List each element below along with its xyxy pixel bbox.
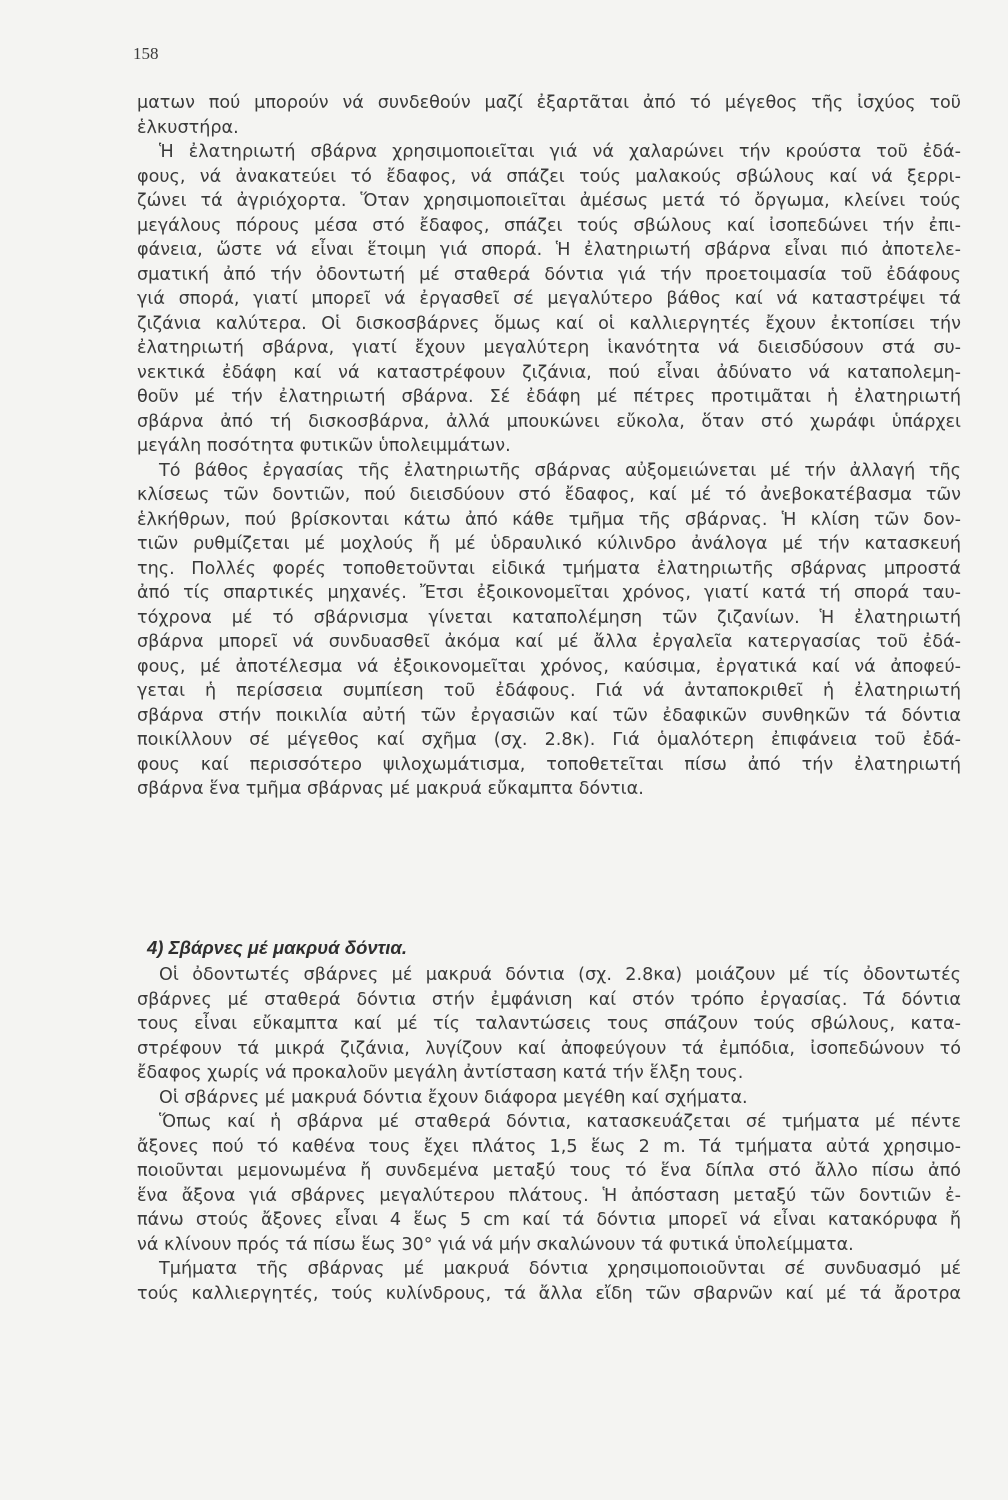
page-number: 158 (133, 44, 159, 63)
text-line: κλίσεως τῶν δοντιῶν, πού διεισδύουν στό ἔδαφος, καί μέ τό ἀνεβοκατέβασμα τῶν (137, 485, 961, 505)
text-line: γιά σπορά, γιατί μπορεῖ νά ἐργασθεῖ σέ μεγαλύτερο βάθος καί νά καταστρέψει τά (137, 289, 961, 309)
text-line: ζώνει τά ἀγριόχορτα. Ὅταν χρησιμοποιεῖται ἀμέσως μετά τό ὄργωμα, κλείνει τούς (137, 191, 961, 211)
text-line: ζιζάνια καλύτερα. Οἱ δισκοσβάρνες ὅμως καί οἱ καλλιεργητές ἔχουν ἐκτοπίσει τήν (137, 313, 961, 334)
text-line: στρέφουν τά μικρά ζιζάνια, λυγίζουν καί ἀποφεύγουν τά ἐμπόδια, ἰσοπεδώνουν τό (137, 1038, 961, 1059)
text-line: φάνεια, ὥστε νά εἶναι ἕτοιμη γιά σπορά. Ἡ ἐλατηριωτή σβάρνα εἶναι πιό ἀποτελε- (137, 240, 961, 260)
text-line: ἄξονες πού τό καθένα τους ἔχει πλάτος 1,5 ἕως 2 m. Τά τμήματα αὐτά χρησιμο- (137, 1136, 961, 1157)
text-line: τόχρονα μέ τό σβάρνισμα γίνεται καταπολέμηση τῶν ζιζανίων. Ἡ ἐλατηριωτή (137, 607, 961, 628)
text-line: μεγάλη ποσότητα φυτικῶν ὑπολειμμάτων. (137, 436, 511, 456)
text-line: Οἱ ὀδοντωτές σβάρνες μέ μακρυά δόντια (σχ. 2.8κα) μοιάζουν μέ τίς ὀδοντωτές (159, 965, 961, 985)
text-line: φους, μέ ἀποτέλεσμα νά ἐξοικονομεῖται χρόνος, καύσιμα, ἐργατικά καί νά ἀποφεύ- (137, 656, 961, 677)
text-line: φους, νά ἀνακατεύει τό ἔδαφος, νά σπάζει τούς μαλακούς σβώλους καί νά ξερρι- (137, 166, 961, 187)
text-line: τιῶν ρυθμίζεται μέ μοχλούς ἤ μέ ὑδραυλικό κύλινδρο ἀνάλογα μέ τήν κατασκευή (137, 534, 961, 554)
text-line: τους εἶναι εὔκαμπτα καί μέ τίς ταλαντώσεις τους σπάζουν τούς σβώλους, κατα- (137, 1014, 961, 1034)
text-line: σματική ἀπό τήν ὀδοντωτή μέ σταθερά δόντια γιά τήν προετοιμασία τοῦ ἐδάφους (137, 264, 961, 285)
text-line: σβάρνα στήν ποικιλία αὐτή τῶν ἐργασιῶν καί τῶν ἐδαφικῶν συνθηκῶν τά δόντια (137, 705, 961, 726)
text-line: φους καί περισσότερο ψιλοχωμάτισμα, τοποθετεῖται πίσω ἀπό τήν ἐλατηριωτή (137, 754, 961, 775)
body-text-section-2 (137, 963, 961, 1306)
section-heading: 4) Σβάρνες μέ μακρυά δόντια. (147, 937, 407, 958)
text-line: σβάρνα μπορεῖ νά συνδυασθεῖ ἀκόμα καί μέ ἄλλα ἐργαλεῖα κατεργασίας τοῦ ἐδά- (137, 632, 961, 652)
text-line: ἑλκυστήρα. (137, 117, 239, 138)
text-line: τούς καλλιεργητές, τούς κυλίνδρους, τά ἄλλα εἴδη τῶν σβαρνῶν καί μέ τά ἄροτρα (137, 1283, 961, 1304)
text-line: ποιοῦνται μεμονωμένα ἤ συνδεμένα μεταξύ τους τό ἕνα δίπλα στό ἄλλο πίσω ἀπό (137, 1161, 961, 1181)
text-line: Οἱ σβάρνες μέ μακρυά δόντια ἔχουν διάφορα μεγέθη καί σχήματα. (159, 1087, 748, 1108)
text-line: ἕνα ἄξονα γιά σβάρνες μεγαλύτερου πλάτους. Ἡ ἀπόσταση μεταξύ τῶν δοντιῶν ἐ- (137, 1185, 961, 1206)
text-line: νεκτικά ἐδάφη καί νά καταστρέφουν ζιζάνια, πού εἶναι ἀδύνατο νά καταπολεμη- (137, 362, 961, 383)
text-line: σβάρνα ἀπό τή δισκοσβάρνα, ἀλλά μπουκώνει εὔκολα, ὅταν στό χωράφι ὑπάρχει (137, 411, 961, 432)
text-line: νά κλίνουν πρός τά πίσω ἕως 30° γιά νά μήν σκαλώνουν τά φυτικά ὑπολείμματα. (137, 1234, 854, 1255)
text-line: ἔδαφος χωρίς νά προκαλοῦν μεγάλη ἀντίσταση κατά τήν ἕλξη τους. (137, 1063, 744, 1083)
text-line: ἀπό τίς σπαρτικές μηχανές. Ἔτσι ἐξοικονομεῖται χρόνος, γιατί κατά τή σπορά ταυ- (137, 583, 961, 603)
text-line: σβάρνα ἕνα τμῆμα σβάρνας μέ μακρυά εὔκαμπτα δόντια. (137, 779, 644, 799)
text-line: ματων πού μπορούν νά συνδεθούν μαζί ἐξαρτᾶται ἀπό τό μέγεθος τῆς ἰσχύος τοῦ (137, 93, 961, 113)
body-text-section-1 (137, 91, 961, 802)
text-line: μεγάλους πόρους μέσα στό ἔδαφος, σπάζει τούς σβώλους καί ἰσοπεδώνει τήν ἐπι- (137, 215, 961, 236)
text-line: Ὅπως καί ἡ σβάρνα μέ σταθερά δόντια, κατασκευάζεται σέ τμήματα μέ πέντε (159, 1112, 961, 1132)
text-line: ποικίλλουν σέ μέγεθος καί σχῆμα (σχ. 2.8κ). Γιά ὁμαλότερη ἐπιφάνεια τοῦ ἐδά- (137, 730, 961, 750)
text-line: της. Πολλές φορές τοποθετοῦνται εἰδικά τμήματα ἐλατηριωτῆς σβάρνας μπροστά (137, 558, 961, 579)
text-line: Τμήματα τῆς σβάρνας μέ μακρυά δόντια χρησιμοποιοῦνται σέ συνδυασμό μέ (159, 1259, 961, 1279)
text-line: ἐλατηριωτή σβάρνα, γιατί ἔχουν μεγαλύτερη ἱκανότητα νά διεισδύσουν στά συ- (137, 338, 961, 358)
text-line: σβάρνες μέ σταθερά δόντια στήν ἐμφάνιση καί στόν τρόπο ἐργασίας. Τά δόντια (137, 989, 961, 1010)
text-line: θοῦν μέ τήν ἐλατηριωτή σβάρνα. Σέ ἐδάφη μέ πέτρες προτιμᾶται ἡ ἐλατηριωτή (137, 387, 961, 407)
text-line: Τό βάθος ἐργασίας τῆς ἐλατηριωτῆς σβάρνας αὐξομειώνεται μέ τήν ἀλλαγή τῆς (159, 460, 961, 481)
text-line: ἑλκήθρων, πού βρίσκονται κάτω ἀπό κάθε τμῆμα τῆς σβάρνας. Ἡ κλίση τῶν δον- (137, 509, 961, 530)
text-line: πάνω στούς ἄξονες εἶναι 4 ἕως 5 cm καί τά δόντια μπορεῖ νά εἶναι κατακόρυφα ἤ (137, 1210, 961, 1230)
text-line: γεται ἡ περίσσεια συμπίεση τοῦ ἐδάφους. Γιά νά ἀνταποκριθεῖ ἡ ἐλατηριωτή (137, 681, 961, 701)
text-line: Ἡ ἐλατηριωτή σβάρνα χρησιμοποιεῖται γιά νά χαλαρώνει τήν κρούστα τοῦ ἐδά- (159, 142, 961, 162)
